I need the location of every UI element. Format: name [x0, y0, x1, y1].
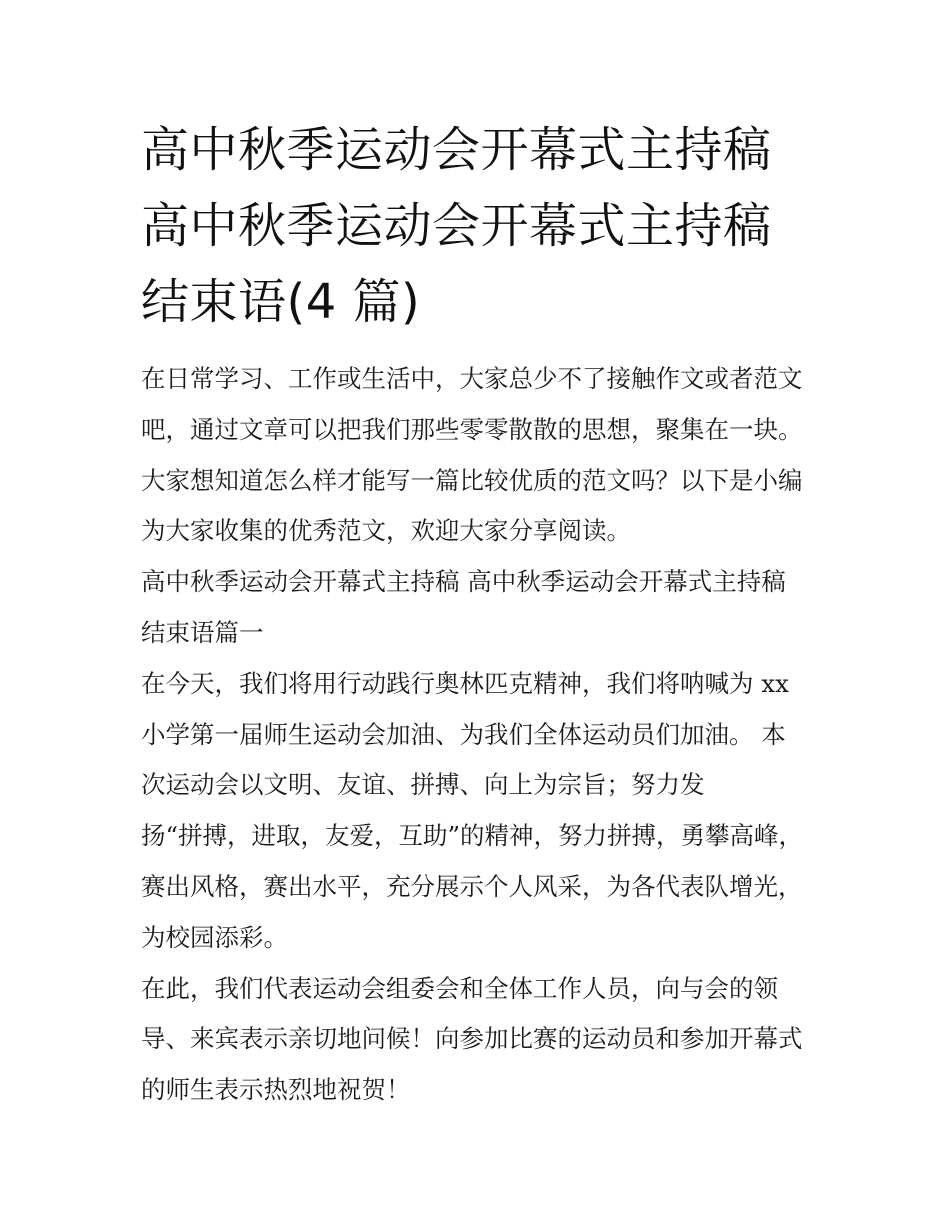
text-line: 为校园添彩。	[141, 922, 288, 952]
title-line: 结束语(4 篇)	[141, 274, 421, 330]
text-line: 扬“拼搏，进取，友爱，互助”的精神，努力拼搏，勇攀高峰，	[141, 821, 804, 851]
text-line: 在今天，我们将用行动践行奥林匹克精神，我们将呐喊为 xx	[141, 668, 789, 698]
section-heading	[141, 557, 821, 659]
text-line: 小学第一届师生运动会加油、为我们全体运动员们加油。 本	[141, 719, 786, 749]
body-paragraph	[141, 964, 821, 1116]
text-line: 大家想知道怎么样才能写一篇比较优质的范文吗？以下是小编	[141, 465, 803, 495]
document-content	[141, 112, 821, 1116]
intro-paragraph	[141, 354, 821, 557]
text-line: 为大家收集的优秀范文，欢迎大家分享阅读。	[141, 516, 631, 546]
text-line: 次运动会以文明、友谊、拼搏、向上为宗旨；努力发	[141, 770, 705, 800]
title-line: 高中秋季运动会开幕式主持稿	[141, 122, 772, 178]
text-line: 赛出风格，赛出水平，充分展示个人风采，为各代表队增光，	[141, 871, 803, 901]
text-line: 在日常学习、工作或生活中，大家总少不了接触作文或者范文	[141, 364, 803, 393]
text-line: 吧，通过文章可以把我们那些零零散散的思想，聚集在一块。	[141, 414, 803, 444]
text-line: 高中秋季运动会开幕式主持稿 高中秋季运动会开幕式主持稿	[141, 567, 786, 597]
document-body	[141, 354, 821, 1116]
text-line: 在此，我们代表运动会组委会和全体工作人员，向与会的领	[141, 973, 778, 1003]
text-line: 导、来宾表示亲切地问候！向参加比赛的运动员和参加开幕式	[141, 1024, 803, 1054]
text-line: 的师生表示热烈地祝贺！	[141, 1075, 411, 1105]
title-line: 高中秋季运动会开幕式主持稿	[141, 198, 772, 254]
document-title	[141, 112, 821, 340]
body-paragraph	[141, 659, 821, 964]
text-line: 结束语篇一	[141, 617, 264, 647]
